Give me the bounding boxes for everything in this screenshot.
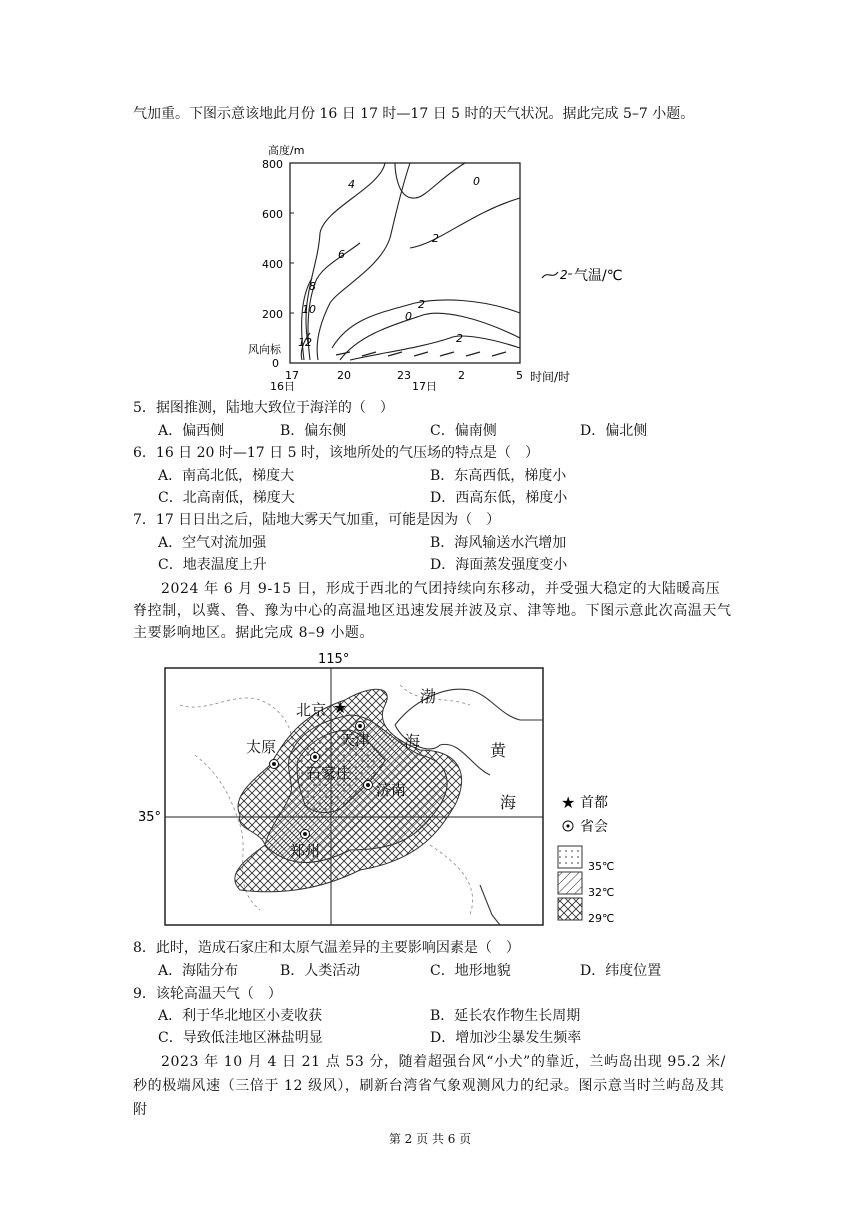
q8-option-c: C．地形地貌 [430, 963, 511, 979]
q8-option-b: B．人类活动 [280, 963, 361, 979]
city-zhengzhou: 郑州 [290, 842, 321, 860]
y-axis-label: 高度/m [268, 144, 305, 157]
contour-label: 2 [418, 298, 425, 311]
contour-labels [298, 175, 480, 349]
x-tick: 23 [397, 369, 411, 382]
page-footer: 第 2 页 共 6 页 [388, 1132, 472, 1146]
q5-option-d: D．偏北侧 [580, 423, 648, 439]
q6-option-b: B．东高西低，梯度小 [430, 468, 567, 484]
x-tick: 2 [458, 369, 465, 382]
latitude-label: 35° [138, 810, 162, 825]
city-tianjin: 天津 [340, 731, 371, 749]
city-jinan: 济南 [376, 781, 407, 799]
legend-32: 32℃ [588, 886, 615, 899]
city-shijiazhuang: 石家庄 [306, 764, 352, 782]
city-beijing: 北京 [296, 701, 327, 719]
q6-option-c: C．北高南低，梯度大 [158, 490, 295, 506]
question-8-stem: 8．此时，造成石家庄和太原气温差异的主要影响因素是（ ） [133, 940, 520, 956]
q7-option-a: A．空气对流加强 [158, 535, 267, 551]
figure2-legend [558, 793, 614, 925]
q6-option-d: D．西高东低，梯度小 [430, 490, 568, 506]
legend-label: 气温/℃ [574, 268, 623, 284]
paragraph-2: 2024 年 6 月 9-15 日，形成于西北的气团持续向东移动，并受强大稳定的大陆暖高压脊控制，以冀、鲁、豫为中心的高温地区迅速发展并波及京、津等地。下图示意此次高温天气主要影响地区。据此完成 8–9 小题。 [133, 581, 732, 641]
question-9-stem: 9．该轮高温天气（ ） [133, 986, 282, 1002]
contour-label: 12 [298, 336, 312, 349]
x-tick: 20 [337, 369, 351, 382]
q6-option-a: A．南高北低，梯度大 [158, 468, 295, 484]
q8-option-d: D．纬度位置 [580, 963, 662, 979]
legend-capital: 首都 [580, 795, 608, 811]
question-6-stem: 6．16 日 20 时—17 日 5 时，该地所处的气压场的特点是（ ） [133, 445, 539, 461]
city-taiyuan: 太原 [246, 738, 277, 756]
legend-29: 29℃ [588, 912, 615, 925]
figure1-contour-chart [0, 138, 860, 438]
q9-option-a: A．利于华北地区小麦收获 [158, 1008, 323, 1024]
question-7-stem: 7．17 日日出之后，陆地大雾天气加重，可能是因为（ ） [133, 512, 501, 528]
contour-label: 8 [309, 280, 316, 293]
sea-bo-1: 渤 [420, 687, 437, 706]
capital-star: ★ [333, 698, 348, 717]
q7-option-c: C．地表温度上升 [158, 557, 267, 573]
contour-label: 6 [338, 248, 345, 261]
contour-label: 2 [456, 332, 463, 345]
wind-barbs [336, 352, 506, 356]
contour-label: 2 [432, 232, 439, 245]
y-tick: 600 [262, 208, 283, 221]
paragraph-3: 2023 年 10 月 4 日 21 点 53 分，随着超强台风“小犬”的靠近，兰屿岛出现 95.2 米/秒的极端风速（三倍于 12 级风），刷新台湾省气象观测风力的纪录。图示意当时兰屿岛及其附 [133, 1054, 726, 1118]
x-sub-label: 17日 [412, 380, 437, 393]
longitude-label: 115° [318, 652, 350, 667]
contour-label: 0 [473, 175, 480, 188]
q7-option-d: D．海面蒸发强度变小 [430, 557, 568, 573]
contour-label: 0 [405, 310, 412, 323]
q7-option-b: B．海风输送水汽增加 [430, 535, 567, 551]
x-sub-label: 16日 [270, 380, 295, 393]
x-tick: 17 [285, 369, 299, 382]
contour-label: 4 [348, 178, 355, 191]
legend-star: ★ [561, 793, 576, 812]
q5-option-c: C．偏南侧 [430, 423, 497, 439]
figure1-legend [542, 268, 622, 284]
question-5-stem: 5．据图推测，陆地大致位于海洋的（ ） [133, 400, 394, 416]
q5-option-b: B．偏东侧 [280, 423, 347, 439]
legend-province: 省会 [580, 819, 608, 835]
legend-value: 2 [560, 268, 568, 282]
sea-bo-2: 海 [404, 732, 421, 751]
sea-huang-1: 黄 [490, 741, 507, 760]
q5-option-a: A．偏西侧 [158, 423, 225, 439]
q9-option-d: D．增加沙尘暴发生频率 [430, 1030, 582, 1046]
q8-option-a: A．海陆分布 [158, 963, 239, 979]
x-axis-label: 时间/时 [530, 370, 571, 384]
y-tick: 400 [262, 258, 283, 271]
wind-label: 风向标 [248, 343, 281, 356]
y-tick: 0 [272, 357, 279, 370]
y-tick: 200 [262, 308, 283, 321]
contour-label: 10 [302, 303, 316, 316]
q9-option-b: B．延长农作物生长周期 [430, 1008, 581, 1024]
intro-line: 气加重。下图示意该地此月份 16 日 17 时—17 日 5 时的天气状况。据此完成 5–7 小题。 [133, 106, 695, 122]
y-tick: 800 [262, 158, 283, 171]
q9-option-c: C．导致低洼地区淋盐明显 [158, 1030, 323, 1046]
legend-35: 35℃ [588, 860, 615, 873]
contour-lines [301, 163, 520, 360]
figure1-axes [248, 143, 570, 393]
figure2-heat-map [0, 645, 860, 935]
sea-huang-2: 海 [500, 793, 517, 812]
x-tick: 5 [516, 369, 523, 382]
